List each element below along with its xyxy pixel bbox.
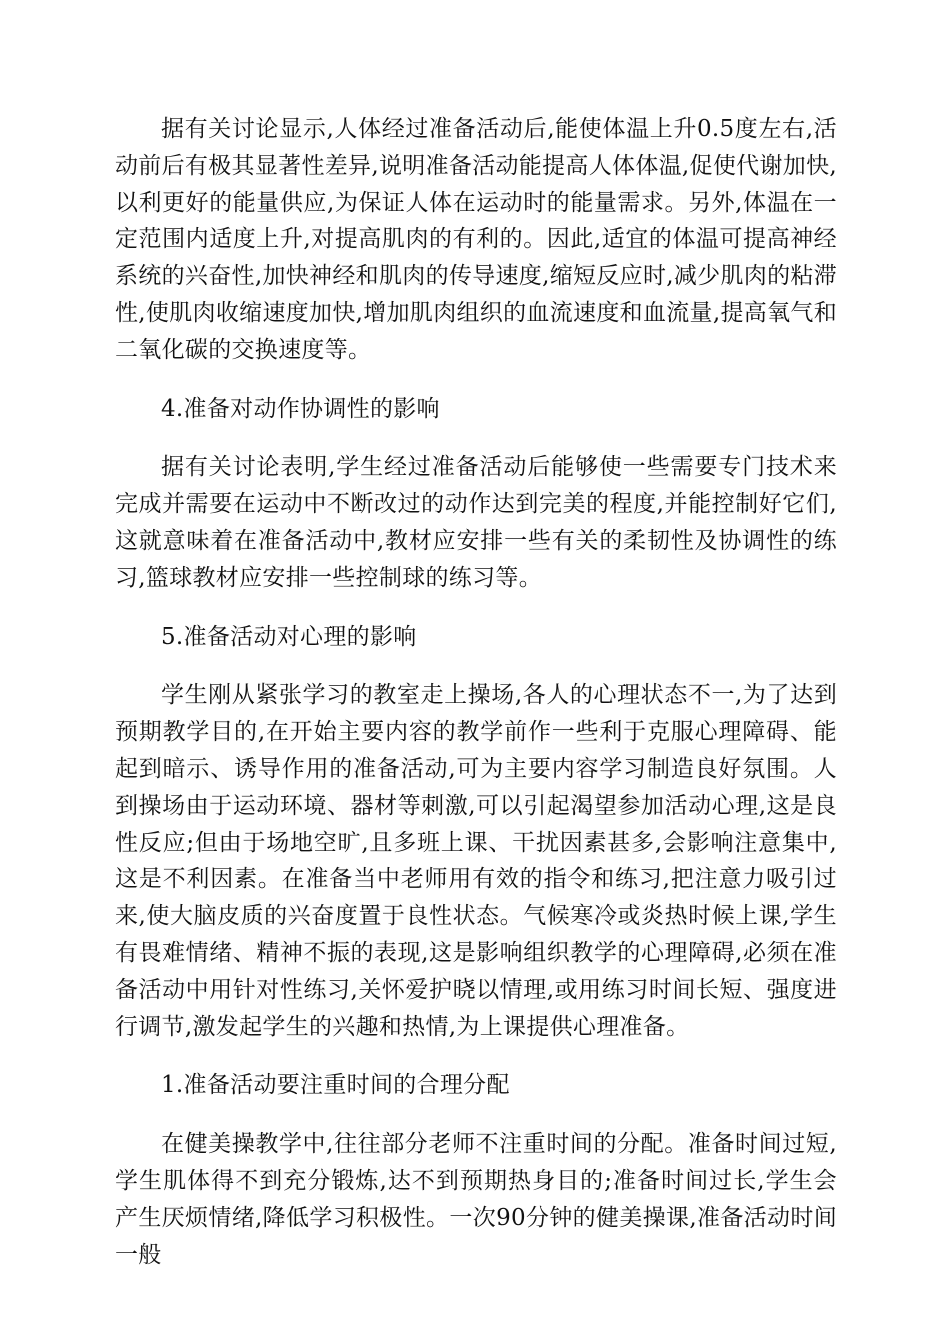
document-page	[115, 111, 837, 1273]
paragraph-coordination: 据有关讨论表明,学生经过准备活动后能够使一些需要专门技术来完成并需要在运动中不断改过的动作达到完美的程度,并能控制好它们,这就意味着在准备活动中,教材应安排一些有关的柔韧性及协调性的练习,篮球教材应安排一些控制球的练习等。	[115, 454, 837, 591]
section-heading-coordination: 4.准备对动作协调性的影响	[161, 395, 440, 422]
section-heading-time-allocation: 1.准备活动要注重时间的合理分配	[161, 1072, 510, 1099]
paragraph-time-allocation: 在健美操教学中,往往部分老师不注重时间的分配。准备时间过短,学生肌体得不到充分锻炼,达不到预期热身目的;准备时间过长,学生会产生厌烦情绪,降低学习积极性。一次90分钟的健美操课,准备活动时间一般	[115, 1131, 837, 1268]
paragraph-body-temperature: 据有关讨论显示,人体经过准备活动后,能使体温上升0.5度左右,活动前后有极其显著性差异,说明准备活动能提高人体体温,促使代谢加快,以利更好的能量供应,为保证人体在运动时的能量需求。另外,体温在一定范围内适度上升,对提高肌肉的有利的。因此,适宜的体温可提高神经系统的兴奋性,加快神经和肌肉的传导速度,缩短反应时,减少肌肉的粘滞性,使肌肉收缩速度加快,增加肌肉组织的血流速度和血流量,提高氧气和二氧化碳的交换速度等。	[115, 116, 837, 363]
section-heading-psychology: 5.准备活动对心理的影响	[161, 623, 417, 650]
paragraph-psychology: 学生刚从紧张学习的教室走上操场,各人的心理状态不一,为了达到预期教学目的,在开始主要内容的教学前作一些利于克服心理障碍、能起到暗示、诱导作用的准备活动,可为主要内容学习制造良好氛围。人到操场由于运动环境、器材等刺激,可以引起渴望参加活动心理,这是良性反应;但由于场地空旷,且多班上课、干扰因素甚多,会影响注意集中,这是不利因素。在准备当中老师用有效的指令和练习,把注意力吸引过来,使大脑皮质的兴奋度置于良性状态。气候寒冷或炎热时候上课,学生有畏难情绪、精神不振的表现,这是影响组织教学的心理障碍,必须在准备活动中用针对性练习,关怀爱护晓以情理,或用练习时间长短、强度进行调节,激发起学生的兴趣和热情,为上课提供心理准备。	[115, 682, 837, 1040]
